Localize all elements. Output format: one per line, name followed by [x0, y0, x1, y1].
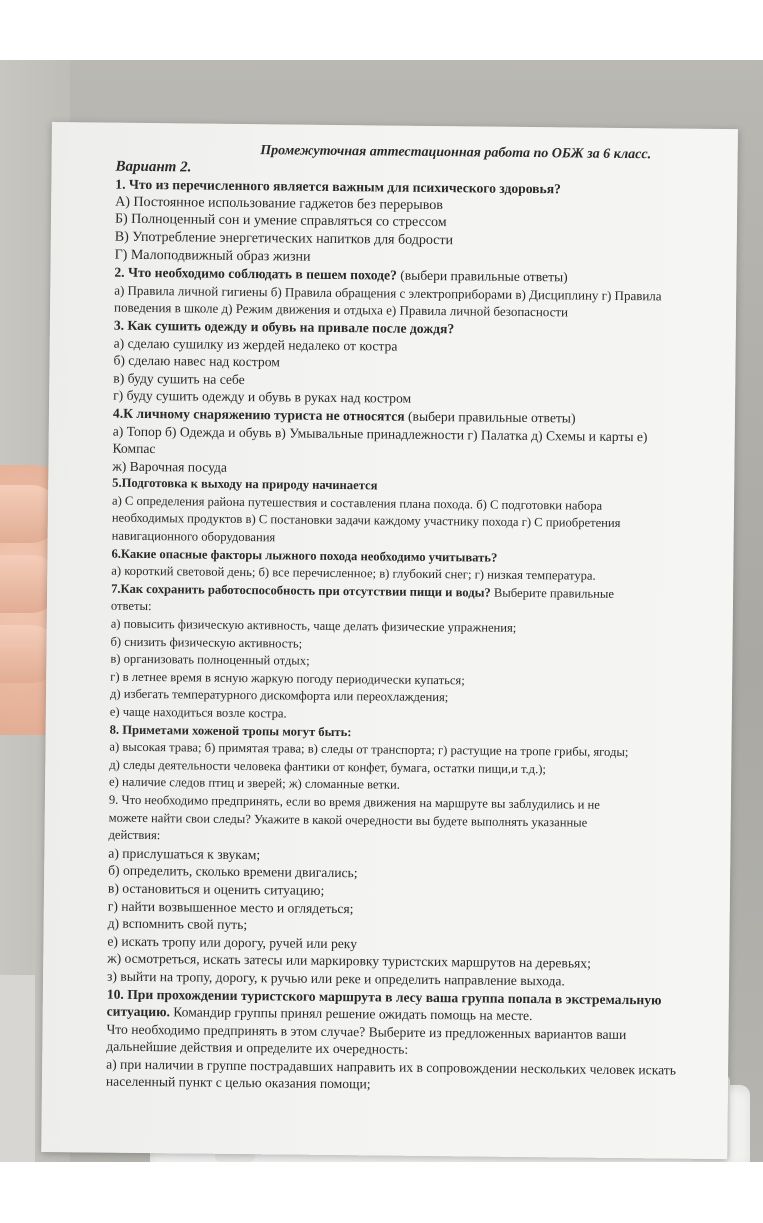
question-text: 2. Что необходимо соблюдать в пешем походе? [114, 264, 397, 283]
answer-option: б) сделаю навес над костром [113, 352, 280, 370]
answer-line: населенный пункт с целью оказания помощи; [105, 1074, 371, 1092]
question-9-line: действия: [108, 827, 161, 843]
answer-option: а) прислушаться к звукам; [108, 845, 261, 862]
answer-option: е) искать тропу или дорогу, ручей или реку [107, 933, 358, 951]
answer-option: г) в летнее время в ясную жаркую погоду периодически купаться; [110, 669, 465, 688]
photo-background [0, 60, 763, 1162]
question-note: (выбери правильные ответы) [396, 267, 568, 285]
question-10-line: Что необходимо предпринять в этом случае? Выберите из предложенных вариантов ваши [106, 1021, 627, 1042]
paper-sheet [41, 122, 738, 1159]
question-9: 9. Что необходимо предпринять, если во время движения на маршруте вы заблудились и не [108, 792, 600, 812]
question-text: ситуацию. [106, 1003, 171, 1020]
question-note: (выбери правильные ответы) [404, 408, 576, 426]
answer-line: Компас [112, 440, 156, 457]
question-1: 1. Что из перечисленного является важным для психического здоровья? [115, 176, 561, 197]
answer-option: з) выйти на тропу, дорогу, к ручью или реке и определить направление выхода. [106, 968, 565, 989]
answer-option: г) найти возвышенное место и оглядеться; [107, 898, 354, 916]
answer-option: а) сделаю сушилку из жердей недалеко от костра [113, 335, 398, 354]
answer-line: е) наличие следов птиц и зверей; ж) сломанные ветки. [109, 775, 401, 793]
answer-option: а) повысить физическую активность, чаще делать физические упражнения; [110, 616, 517, 635]
question-note: Выберите правильные [490, 585, 615, 601]
answer-line: поведения в школе д) Режим движения и отдыха е) Правила личной безопасности [113, 300, 569, 320]
question-text: 4.К личному снаряжению туриста не относятся [112, 405, 405, 424]
answer-option: Г) Малоподвижный образ жизни [114, 247, 311, 265]
question-10-line: дальнейшие действия и определите их очередность: [106, 1038, 409, 1058]
answer-option: в) буду сушить на себе [113, 370, 245, 387]
answer-line: навигационного оборудования [111, 528, 276, 545]
variant-label: Вариант 2. [115, 158, 192, 176]
answer-option: А) Постоянное использование гаджетов без перерывов [115, 194, 443, 213]
answer-line: необходимых продуктов в) С постановки задачи каждому участнику похода г) С приобретения [111, 511, 621, 531]
answer-line: а) короткий световой день; б) все перечисленное; в) глубокий снег; г) низкая температура. [111, 563, 596, 583]
answer-option: б) определить, сколько времени двигались; [108, 862, 358, 881]
answer-option: е) чаще находиться возле костра. [109, 704, 287, 721]
answer-option: Б) Полноценный сон и умение справляться со стрессом [114, 212, 447, 231]
question-text: Командир группы принял решение ожидать помощь на месте. [169, 1004, 533, 1024]
background-object [0, 975, 35, 1162]
question-10: 10. При прохождении туристского маршрута в лесу ваша группа попала в экстремальную [106, 986, 662, 1007]
answer-option: в) остановиться и оценить ситуацию; [107, 880, 325, 898]
answer-line: ж) Варочная посуда [112, 458, 228, 475]
answer-line: а) высокая трава; б) примятая трава; в) следы от транспорта; г) растущие на тропе грибы, ягоды; [109, 739, 629, 760]
answer-line: а) С определения района путешествия и составления плана похода. б) С подготовки набора [111, 493, 603, 513]
question-note: ответы: [110, 599, 152, 614]
question-8: 8. Приметами хоженой тропы могут быть: [109, 722, 352, 739]
answer-option: В) Употребление энергетических напитков для бодрости [114, 229, 454, 249]
answer-option: д) избегать температурного дискомфорта или переохлаждения; [109, 687, 449, 705]
document-content [106, 141, 736, 1098]
answer-option: д) вспомнить свой путь; [107, 915, 248, 933]
answer-line: а) Топор б) Одежда и обувь в) Умывальные принадлежности г) Палатка д) Схемы и карты е) [112, 423, 648, 444]
answer-line: д) следы деятельности человека фантики от конфет, бумага, остатки пищи,и т.д.); [109, 757, 547, 776]
answer-line: а) при наличии в группе пострадавших направить их в сопровождении нескольких человек искать [106, 1056, 677, 1078]
answer-option: г) буду сушить одежду и обувь в руках над костром [113, 387, 412, 407]
question-9-line: можете найти свои следы? Укажите в какой очередности вы будете выполнять указанные [108, 810, 588, 830]
answer-line: а) Правила личной гигиены б) Правила обращения с электроприборами в) Дисциплину г) Правила [114, 282, 662, 304]
question-5: 5.Подготовка к выходу на природу начинается [112, 475, 378, 493]
document-title: Промежуточная аттестационная работа по ОБЖ за 6 класс. [260, 143, 652, 163]
answer-option: ж) осмотреться, искать затесы или маркировку туристских маршрутов на деревьях; [107, 950, 591, 972]
question-text: 7.Как сохранить работоспособность при отсутствии пищи и воды? [111, 581, 491, 600]
answer-option: в) организовать полноценный отдых; [110, 651, 310, 668]
answer-option: б) снизить физическую активность; [110, 634, 303, 651]
question-6: 6.Какие опасные факторы лыжного похода необходимо учитывать? [111, 546, 498, 565]
question-3: 3. Как сушить одежду и обувь на привале после дождя? [113, 317, 455, 337]
